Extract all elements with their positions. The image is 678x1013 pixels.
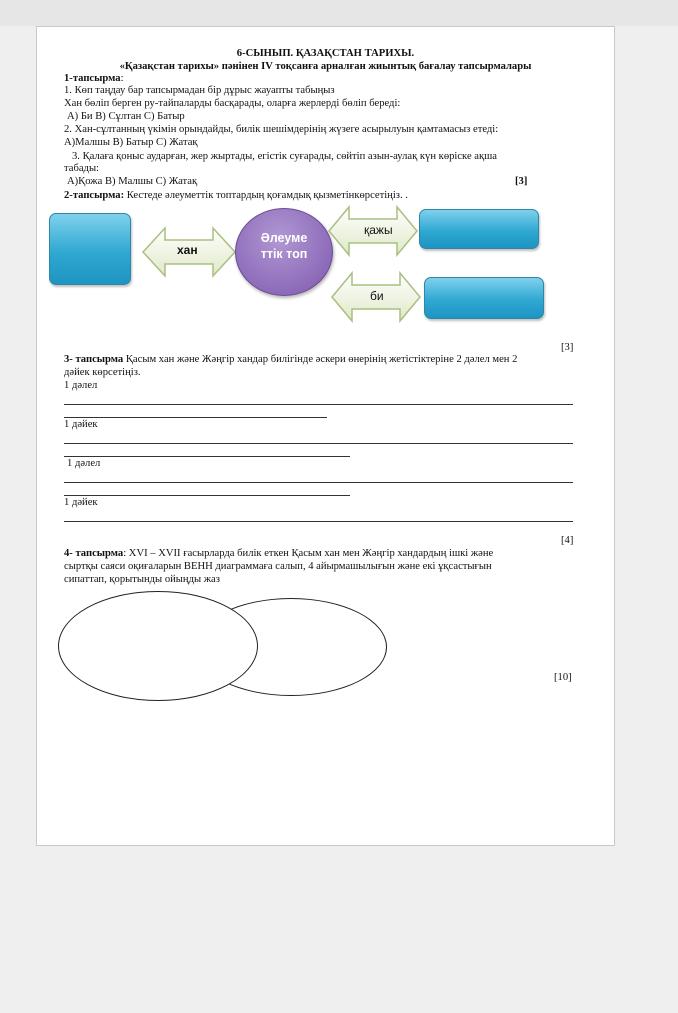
task1-heading-line — [64, 73, 124, 85]
task3-label-argument2: 1 дәйек — [64, 497, 98, 508]
task1-intro: 1. Көп таңдау бар тапсырмадан бір дұрыс жауапты табыңыз — [64, 85, 335, 96]
task3-line1 — [64, 354, 517, 366]
task4-heading: 4- тапсырма — [64, 548, 124, 559]
task3-text: Қасым хан және Жәңгір хандар билігінде әскери өнерінің жетістіктеріне 2 дәлел мен 2 — [123, 354, 518, 365]
task2-score: [3] — [561, 342, 574, 353]
task3-label-proof2: 1 дәлел — [67, 458, 101, 469]
answer-line — [64, 482, 573, 483]
circle-label-line1: Әлеуме — [260, 231, 308, 245]
task2-heading-line — [64, 190, 408, 202]
task3-label-argument1: 1 дәйек — [64, 419, 98, 430]
arrow-top-label: қажы — [364, 223, 393, 237]
task2-text: Кестеде әлеуметтік топтардың қоғамдық қызметінкөрсетіңіз. . — [124, 190, 408, 201]
task4-line1 — [64, 548, 493, 560]
doc-title: 6-СЫНЫП. ҚАЗАҚСТАН ТАРИХЫ. — [236, 48, 415, 59]
answer-line — [64, 456, 350, 457]
arrow-left-label: хан — [177, 243, 198, 257]
answer-line — [64, 443, 573, 444]
answer-box-bottom-right — [424, 277, 544, 319]
task4-line2: сыртқы саяси оқиғаларын ВЕНН диаграммаға салып, 4 айырмашылығын және екі ұқсастығын — [64, 561, 492, 572]
task1-q3-options: А)Қожа В) Малшы С) Жатақ — [67, 176, 198, 187]
answer-box-left — [49, 213, 131, 285]
task1-q1-options: А) Би В) Сұлтан С) Батыр — [67, 111, 185, 122]
task3-line2: дәйек көрсетіңіз. — [64, 367, 141, 378]
task1-q2-options: А)Малшы В) Батыр С) Жатақ — [64, 137, 198, 148]
task4-score: [10] — [554, 672, 572, 683]
task3-label-proof1: 1 дәлел — [64, 380, 98, 391]
task3-score: [4] — [561, 535, 574, 546]
answer-line — [64, 521, 573, 522]
task1-score: [3] — [515, 176, 528, 187]
task1-q3-line2: табады: — [64, 163, 100, 174]
answer-line — [64, 495, 350, 496]
answer-box-top-right — [419, 209, 539, 249]
answer-line — [64, 417, 327, 418]
answer-line — [64, 404, 573, 405]
task3-heading: 3- тапсырма — [64, 354, 124, 365]
venn-ellipse-left — [58, 591, 258, 701]
doc-subtitle: «Қазақстан тарихы» пәнінен IV тоқсанға арналған жиынтық бағалау тапсырмалары — [119, 61, 532, 72]
task1-q2: 2. Хан-сұлтанның үкімін орындайды, билік шешімдерінің жүзеге асырылуын қамтамасыз етеді: — [64, 124, 499, 135]
circle-label-line2: ттік топ — [260, 247, 308, 261]
task4-text: : XVI – XVII ғасырларда билік еткен Қасым хан мен Жәңгір хандардың ішкі және — [123, 548, 494, 559]
task1-heading: 1-тапсырма — [64, 73, 121, 84]
task1-q3-line1: 3. Қалаға қоныс аударған, жер жыртады, егістік суғарады, сөйтіп азын-аулақ күн көріске ақша — [72, 151, 498, 162]
arrow-bottom-label: би — [370, 289, 384, 303]
task1-q1: Хан бөліп берген ру-тайпаларды басқарады, оларға жерлерді бөліп береді: — [64, 98, 401, 109]
task2-heading: 2-тапсырма: — [64, 190, 125, 201]
task4-line3: сипаттап, қорытынды ойыңды жаз — [64, 574, 220, 585]
task1-heading-colon: : — [120, 73, 124, 84]
viewer-top-bar — [0, 0, 678, 26]
document-page — [36, 26, 615, 846]
social-group-circle — [235, 208, 333, 296]
